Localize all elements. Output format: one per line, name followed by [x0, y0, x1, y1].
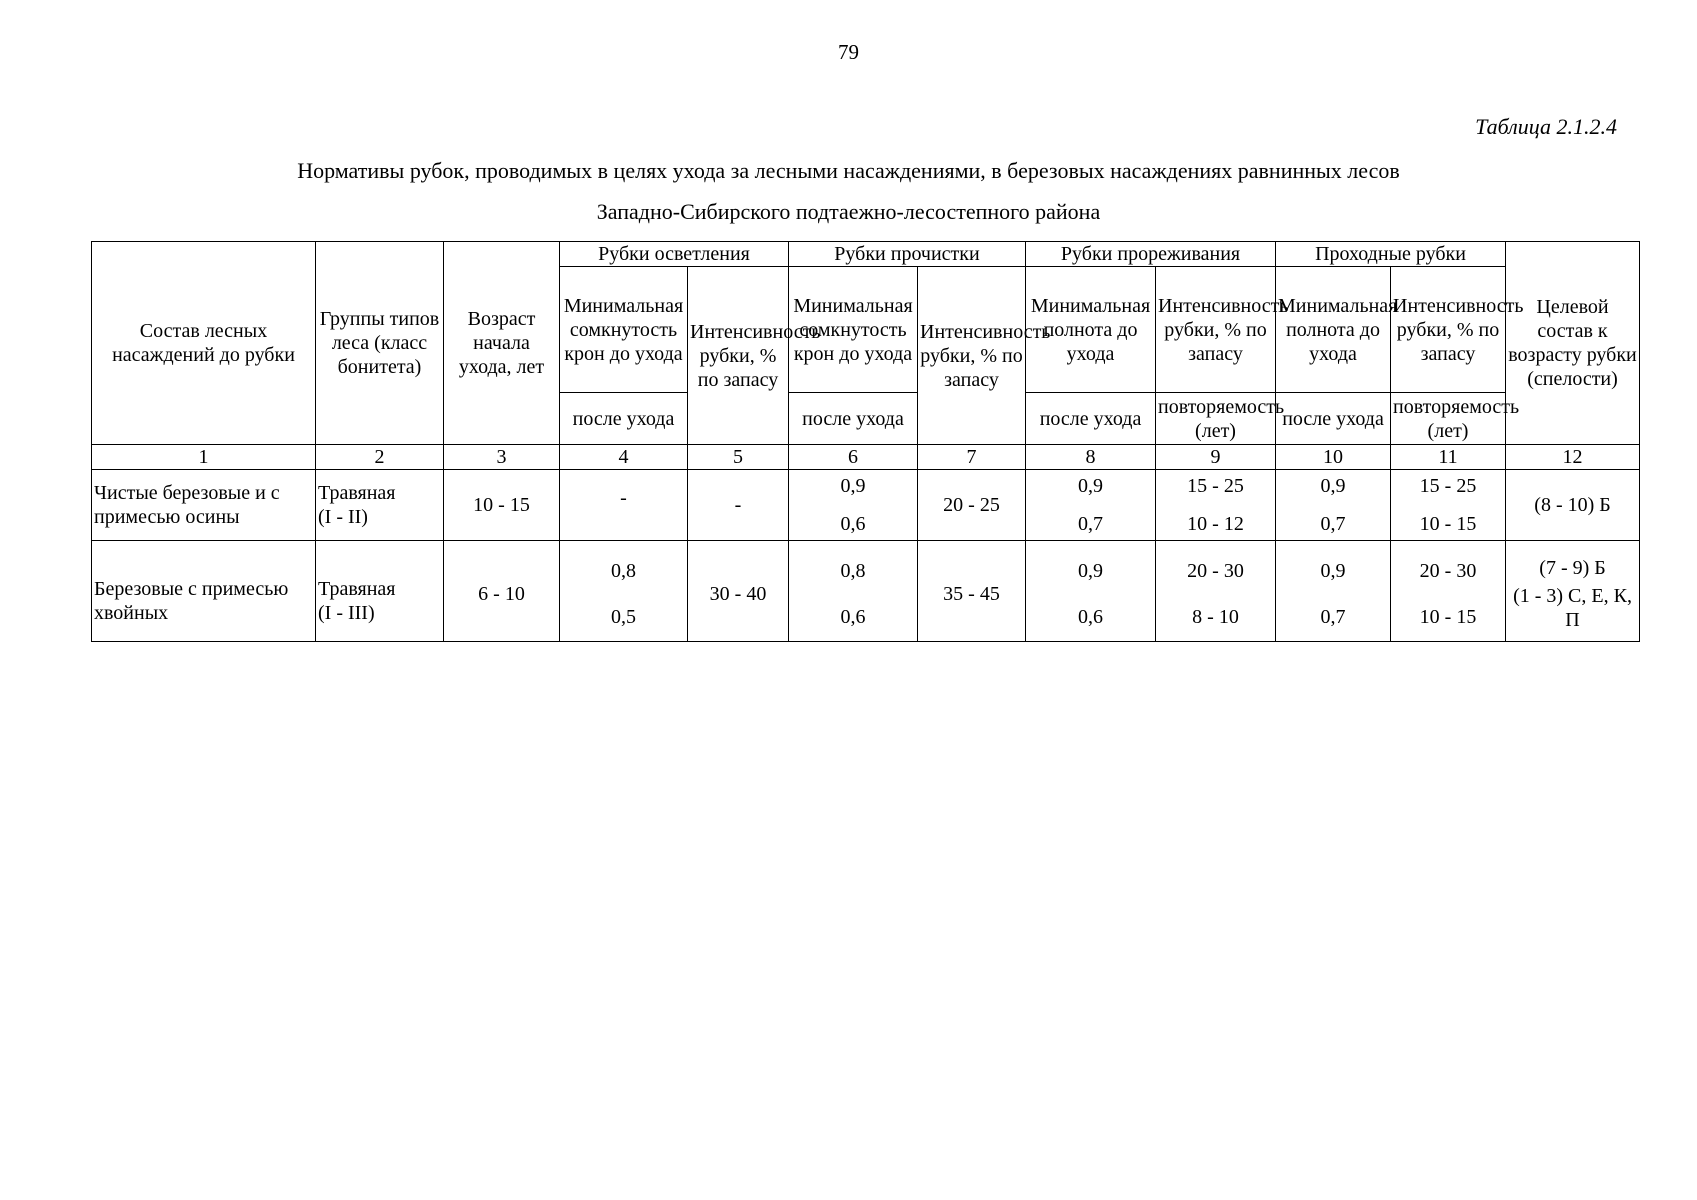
value-before: 0,9 — [1320, 475, 1346, 497]
header-c5-intensity: Интенсивность рубки, % по запасу — [688, 267, 789, 445]
cell-c7: 20 - 25 — [918, 470, 1026, 541]
header-c11-repeat: повторяемость (лет) — [1391, 393, 1506, 445]
header-group-prorezhivanie: Рубки прореживания — [1026, 242, 1276, 267]
page-number: 79 — [838, 40, 859, 64]
value-after: 8 - 10 — [1192, 606, 1239, 628]
value-before: 0,8 — [840, 560, 866, 582]
value-before: 0,9 — [1078, 560, 1104, 582]
table-title-line-1: Нормативы рубок, проводимых в целях ухода за лесными насаждениями, в березовых насаждениях равнинных лесов — [297, 158, 1400, 183]
column-number: 2 — [316, 445, 444, 470]
norms-table — [91, 241, 1640, 642]
column-number: 4 — [560, 445, 688, 470]
header-c6-after: после ухода — [789, 393, 918, 445]
header-start-age: Возраст начала ухода, лет — [444, 242, 560, 445]
column-number: 9 — [1156, 445, 1276, 470]
header-c4-after: после ухода — [560, 393, 688, 445]
header-group-prokhodnye: Проходные рубки — [1276, 242, 1506, 267]
header-c8-min-density: Минимальная полнота до ухода — [1026, 267, 1156, 393]
cell-c11 — [1391, 470, 1506, 541]
cell-c6 — [789, 541, 918, 642]
column-number-row — [92, 445, 1640, 470]
cell-c10 — [1276, 541, 1391, 642]
value-before: 0,9 — [840, 475, 866, 497]
column-number: 3 — [444, 445, 560, 470]
header-c10-after: после ухода — [1276, 393, 1391, 445]
value-after: 10 - 15 — [1419, 513, 1477, 535]
cell-forest-type — [316, 470, 444, 541]
header-c6-min-closure: Минимальная сомкнутость крон до ухода — [789, 267, 918, 393]
column-number: 1 — [92, 445, 316, 470]
header-c8-after: после ухода — [1026, 393, 1156, 445]
column-number: 11 — [1391, 445, 1506, 470]
cell-forest-type — [316, 541, 444, 642]
forest-type-name: Травяная — [318, 482, 396, 504]
forest-bonitet: (I - III) — [318, 602, 375, 624]
cell-c4 — [560, 470, 688, 541]
header-c7-intensity: Интенсивность рубки, % по запасу — [918, 267, 1026, 445]
cell-composition: Чистые березовые и с примесью осины — [92, 470, 316, 541]
value-after: 0,7 — [1078, 513, 1104, 535]
value-before: 0,8 — [611, 560, 636, 582]
cell-c9 — [1156, 541, 1276, 642]
value-before: 20 - 30 — [1419, 560, 1477, 582]
table-title-line-2: Западно-Сибирского подтаежно-лесостепного района — [596, 199, 1101, 224]
value-after: 0,7 — [1320, 606, 1346, 628]
header-c9-repeat: повторяемость (лет) — [1156, 393, 1276, 445]
cell-c6 — [789, 470, 918, 541]
header-c4-min-closure: Минимальная сомкнутость крон до ухода — [560, 267, 688, 393]
cell-c9 — [1156, 470, 1276, 541]
value-after: 10 - 15 — [1419, 606, 1477, 628]
forest-bonitet: (I - II) — [318, 506, 368, 528]
header-composition: Состав лесных насаждений до рубки — [92, 242, 316, 445]
cell-c11 — [1391, 541, 1506, 642]
value-before: 20 - 30 — [1187, 560, 1244, 582]
target-main: (7 - 9) Б — [1539, 557, 1606, 579]
column-number: 6 — [789, 445, 918, 470]
header-c10-min-density: Минимальная полнота до ухода — [1276, 267, 1391, 393]
column-number: 12 — [1506, 445, 1640, 470]
value-before: 15 - 25 — [1187, 475, 1244, 497]
value-after: 10 - 12 — [1187, 513, 1244, 535]
table-label: Таблица 2.1.2.4 — [1475, 114, 1617, 139]
cell-c10 — [1276, 470, 1391, 541]
forest-type-name: Травяная — [318, 578, 396, 600]
value-before: 0,9 — [1320, 560, 1346, 582]
target-admixture: (1 - 3) С, Е, К, П — [1513, 585, 1632, 631]
value-before: 15 - 25 — [1419, 475, 1477, 497]
column-number: 8 — [1026, 445, 1156, 470]
column-number: 5 — [688, 445, 789, 470]
cell-start-age: 10 - 15 — [444, 470, 560, 541]
value-before: 0,9 — [1078, 475, 1104, 497]
cell-start-age: 6 - 10 — [444, 541, 560, 642]
cell-c4 — [560, 541, 688, 642]
cell-c8 — [1026, 541, 1156, 642]
header-group-osvetlenie: Рубки осветления — [560, 242, 789, 267]
target-main: (8 - 10) Б — [1534, 494, 1611, 516]
header-group-prochistka: Рубки прочистки — [789, 242, 1026, 267]
value-after: 0,6 — [1078, 606, 1104, 628]
cell-c8 — [1026, 470, 1156, 541]
value-before: - — [620, 487, 627, 509]
column-number: 7 — [918, 445, 1026, 470]
header-c11-intensity: Интенсивность рубки, % по запасу — [1391, 267, 1506, 393]
cell-c5: - — [688, 470, 789, 541]
value-after: 0,7 — [1320, 513, 1346, 535]
value-after: 0,6 — [840, 513, 866, 535]
cell-target-composition — [1506, 470, 1640, 541]
cell-c7: 35 - 45 — [918, 541, 1026, 642]
cell-target-composition — [1506, 541, 1640, 642]
table-row — [92, 541, 1640, 642]
column-number: 10 — [1276, 445, 1391, 470]
cell-composition: Березовые с примесью хвойных — [92, 541, 316, 642]
cell-c5: 30 - 40 — [688, 541, 789, 642]
header-forest-type-group: Группы типов леса (класс бонитета) — [316, 242, 444, 445]
value-after: 0,6 — [840, 606, 866, 628]
header-target-composition: Целевой состав к возрасту рубки (спелости) — [1506, 242, 1640, 445]
value-after: 0,5 — [611, 606, 636, 628]
header-c9-intensity: Интенсивность рубки, % по запасу — [1156, 267, 1276, 393]
table-row — [92, 470, 1640, 541]
